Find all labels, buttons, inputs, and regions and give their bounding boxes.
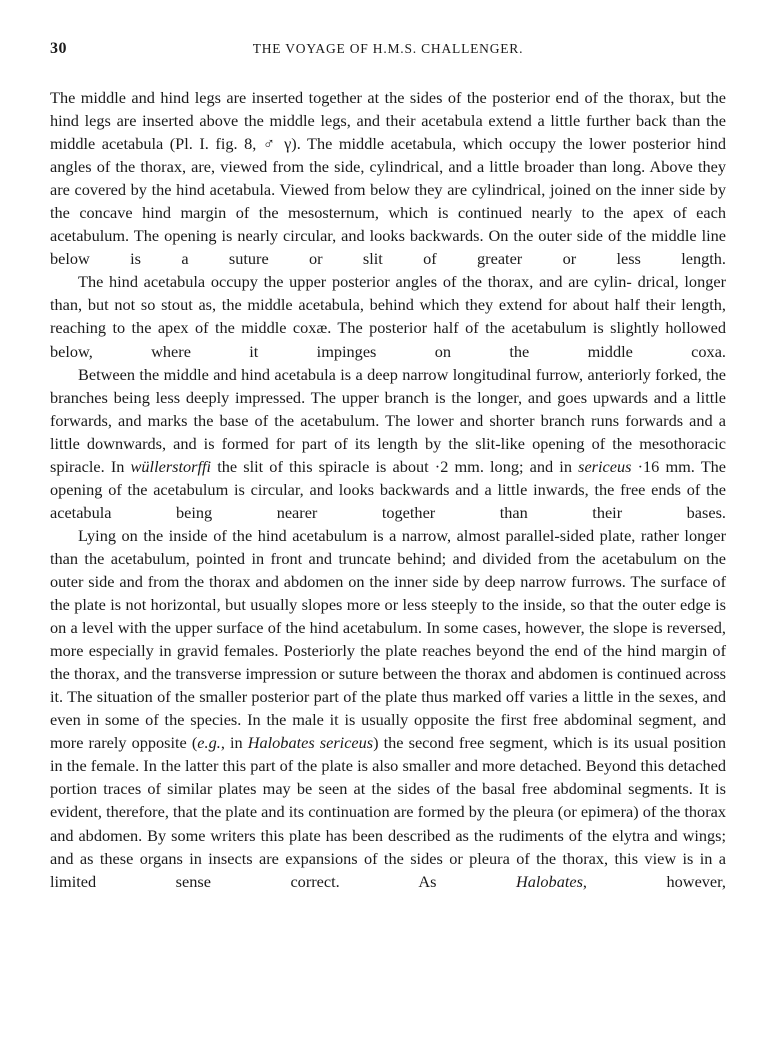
text-line: line below is a suture or slit of greater or less length. — [50, 226, 726, 269]
text-line: little further back than the middle acetabula (Pl. I. fig. 8, ♂ γ). The middle acetabula, — [50, 111, 727, 154]
text-line: It is evident, therefore, that the plate and its continuation are formed by the pleura (or — [50, 779, 726, 822]
paragraph — [50, 86, 726, 270]
page-number: 30 — [50, 40, 67, 57]
running-title: THE VOYAGE OF H.M.S. CHALLENGER. — [252, 41, 524, 56]
text-line: which occupy the lower posterior hind angles of the thorax, are, viewed from the side, — [50, 134, 726, 177]
text-line: about half their length, reaching to the apex of the middle coxæ. The posterior half of — [50, 295, 726, 338]
text-line: The opening is nearly circular, and looks backwards. On the outer side of the middle — [133, 226, 697, 246]
text-line: shorter branch runs forwards and a little downwards, and is formed for part of its length — [50, 410, 726, 453]
text-line: especially in gravid females. Posteriorly the plate reaches beyond the end of the hind — [88, 641, 657, 661]
text-line: drical, longer than, but not so stout as, the middle acetabula, behind which they extend for — [50, 272, 726, 315]
text-line: Between the middle and hind acetabula is a deep narrow longitudinal furrow, anteriorly — [78, 364, 651, 384]
text-line: thus marked off varies a little in the sexes, and even in some of the species. In the male — [50, 687, 726, 730]
text-line: the latter this part of the plate is also smaller and more detached. Beyond this detached — [160, 756, 727, 776]
page-header — [50, 40, 726, 66]
text-line: it is usually opposite the first free abdominal segment, and more rarely opposite (e.g., in — [50, 710, 726, 753]
body-text — [50, 86, 726, 893]
text-line: cylindrical, and a little broader than long. Above they are covered by the hind acetabula. — [50, 157, 726, 200]
text-line: The hind acetabula occupy the upper posterior angles of the thorax, and are cylin- — [78, 272, 632, 292]
text-line: circular, and looks backwards and a little inwards, the free ends of the acetabula being — [50, 479, 726, 522]
text-line: nearer together than their bases. — [276, 502, 726, 522]
text-line: slopes more or less steeply to the inside, so that the outer edge is on a level with the upper — [50, 595, 727, 638]
text-line: margin of the mesosternum, which is continued nearly to the apex of each acetabulum. — [50, 203, 726, 246]
text-line: rather longer than the acetabulum, pointed in front and truncate behind; and divided — [50, 525, 727, 568]
text-line: side by deep narrow furrows. The surface of the plate is not horizontal, but usually — [50, 571, 726, 615]
text-line: Viewed from below they are cylindrical, joined on the inner side by the concave hind — [50, 180, 726, 223]
text-line: or pleura of the thorax, this view is in a limited sense correct. As Halobates, however, — [50, 848, 726, 891]
text-line: rudiments of the elytra and wings; and as these organs in insects are expansions of the sides — [50, 825, 726, 868]
text-line: Lying on the inside of the hind acetabulum is a narrow, almost parallel-sided plate, — [78, 525, 636, 545]
text-line: is about ·2 mm. long; and in sericeus ·16 mm. The opening of the acetabulum is — [50, 456, 727, 499]
text-line: goes upwards and a little forwards, and marks the base of the acetabulum. The lower and — [50, 387, 726, 430]
paragraph — [50, 524, 726, 893]
text-line: epimera) of the thorax and abdomen. By some writers this plate has been described as the — [50, 802, 726, 845]
text-line: The middle and hind legs are inserted together at the sides of the posterior end of the — [50, 88, 624, 107]
text-line: margin of the thorax, and the transverse impression or suture between the thorax and — [50, 641, 726, 684]
page — [50, 40, 726, 893]
text-line: Halobates sericeus) the second free segment, which is its usual position in the female. In — [50, 733, 726, 776]
paragraph — [50, 270, 726, 362]
text-line: forked, the branches being less deeply impressed. The upper branch is the longer, and — [50, 364, 726, 407]
text-line: the acetabulum is slightly hollowed below, where it impinges on the middle coxa. — [50, 318, 726, 361]
text-line: surface of the hind acetabulum. In some cases, however, the slope is reversed, more — [50, 618, 727, 661]
text-line: by the slit-like opening of the mesothoracic spiracle. In wüllerstorffi the slit of this spiracle — [50, 433, 726, 476]
text-line: thorax, but the hind legs are inserted above the middle legs, and their acetabula extend a — [50, 88, 726, 131]
text-line: from the acetabulum on the outer side and from the thorax and abdomen on the inner — [50, 548, 727, 591]
text-line: abdomen is continued across it. The situation of the smaller posterior part of the plate — [50, 664, 727, 707]
text-line: portion traces of similar plates may be seen at the sides of the basal free abdominal segments. — [50, 779, 693, 799]
paragraph — [50, 363, 726, 524]
